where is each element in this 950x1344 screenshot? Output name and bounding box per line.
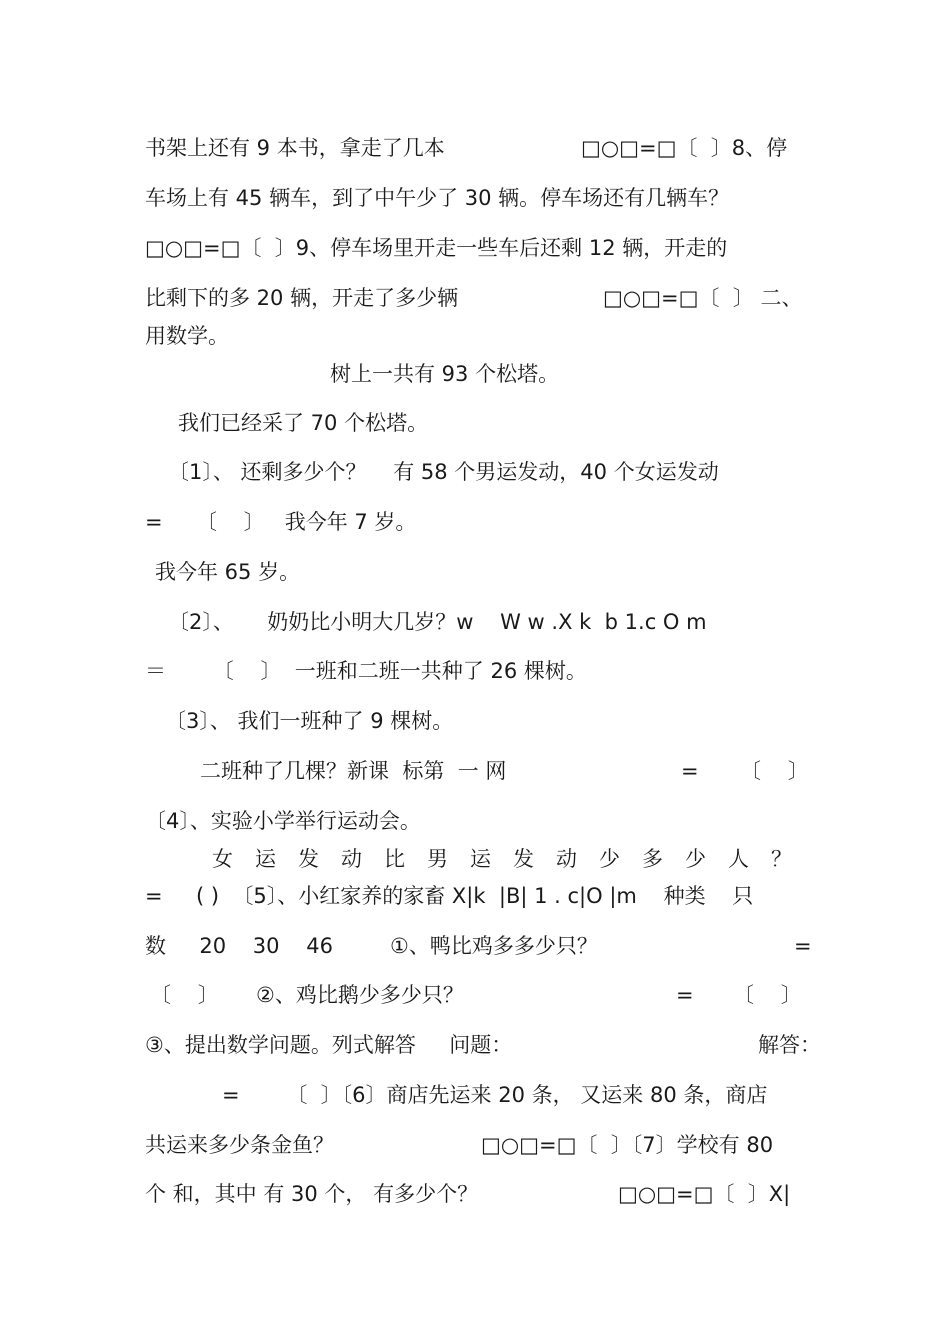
text-line: 〔 〕 xyxy=(150,983,219,1007)
text-line: 〔4〕、实验小学举行运动会。 xyxy=(145,809,421,833)
text-line: ②、鸡比鹅少多少只？ xyxy=(256,983,464,1007)
text-line: = ( ) 〔5〕、小红家养的家畜 X|k |B| 1 . c|O |m 种类 只 xyxy=(145,884,754,908)
text-line: = xyxy=(794,934,812,958)
text-line: 〔3〕、 我们一班种了 9 棵树。 xyxy=(165,709,454,733)
text-line: 解答： xyxy=(758,1033,821,1057)
text-line: 树上一共有 93 个松塔。 xyxy=(330,362,560,386)
text-line: 数 20 30 46 xyxy=(145,934,333,958)
text-line: 〔 〕 xyxy=(740,759,809,783)
text-line: 比剩下的多 20 辆，开走了多少辆 xyxy=(145,286,459,310)
text-line: □○□=□〔 〕9、停车场里开走一些车后还剩 12 辆，开走的 xyxy=(145,236,728,260)
text-line: = 〔 〕〔6〕商店先运来 20 条， 又运来 80 条，商店 xyxy=(222,1083,768,1107)
text-line: = xyxy=(676,983,694,1007)
text-line: = xyxy=(681,759,699,783)
text-line: □○□=□〔 〕〔7〕学校有 80 xyxy=(481,1133,774,1157)
text-line: □○□=□〔 〕8、停 xyxy=(581,136,788,160)
text-line: 女运发动比男运发动少多少人？ xyxy=(212,847,814,871)
text-line: □○□=□〔 〕X| xyxy=(618,1182,791,1206)
text-line: 我们已经采了 70 个松塔。 xyxy=(178,411,429,435)
text-line: 个 和，其中 有 30 个， 有多少个？ xyxy=(145,1182,479,1206)
text-line: ③、提出数学问题。列式解答 问题： xyxy=(145,1033,513,1057)
text-line: ①、鸭比鸡多多少只？ xyxy=(390,934,598,958)
text-line: = 〔 〕 我今年 7 岁。 xyxy=(145,510,417,534)
text-line: 共运来多少条金鱼？ xyxy=(145,1133,334,1157)
text-line: 〔1〕、 还剩多少个？ 有 58 个男运发动，40 个女运发动 xyxy=(168,460,719,484)
text-line: 〔2〕、 奶奶比小明大几岁？w W w .X k b 1.c O m xyxy=(168,610,707,634)
text-line: 用数学。 xyxy=(145,324,229,348)
text-line: 二班种了几棵？新课 标第 一 网 xyxy=(200,759,507,783)
text-line: 我今年 65 岁。 xyxy=(155,560,301,584)
text-line: 〔 〕 xyxy=(733,983,802,1007)
text-line: ＝ 〔 〕 一班和二班一共种了 26 棵树。 xyxy=(145,659,587,683)
text-line: 书架上还有 9 本书，拿走了几本 xyxy=(145,136,445,160)
text-line: 车场上有 45 辆车，到了中午少了 30 辆。停车场还有几辆车？ xyxy=(145,186,730,210)
text-line: □○□=□〔 〕 二、 xyxy=(603,286,803,310)
